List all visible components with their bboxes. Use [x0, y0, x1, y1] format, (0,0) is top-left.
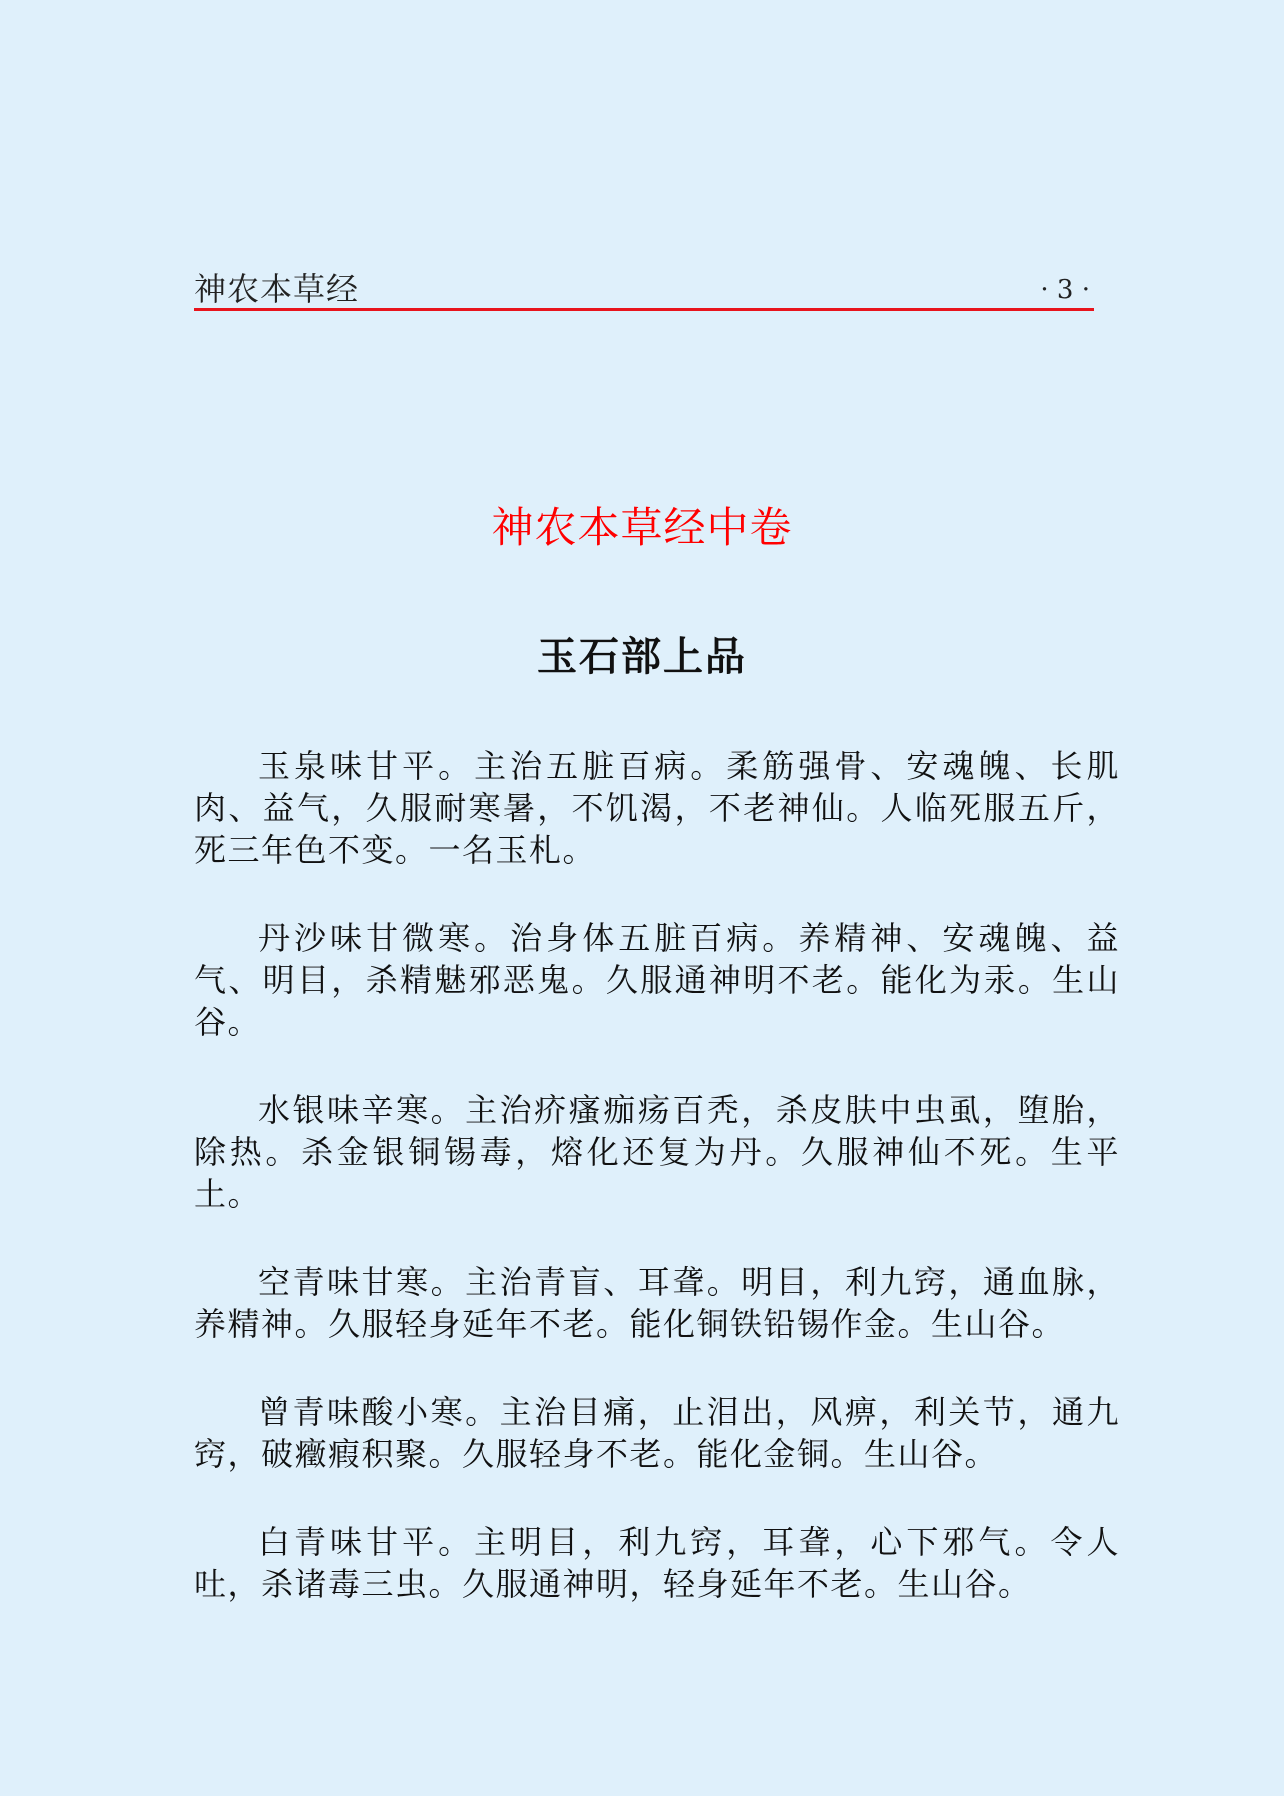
section-title: 玉石部上品: [537, 634, 747, 680]
running-header-title: 神农本草经: [194, 270, 360, 308]
entry-baiqing: 白青味甘平。主明目，利九窍，耳聋，心下邪气。令人吐，杀诸毒三虫。久服通神明，轻身延年不老。生山谷。: [194, 1523, 1120, 1603]
page-number: · 3 ·: [1040, 275, 1090, 305]
entry-yuquan: 玉泉味甘平。主治五脏百病。柔筋强骨、安魂魄、长肌肉、益气，久服耐寒暑，不饥渴，不老神仙。人临死服五斤，死三年色不变。一名玉札。: [194, 747, 1120, 869]
entry-shuiyin: 水银味辛寒。主治疥瘙痂疡百秃，杀皮肤中虫虱，堕胎，除热。杀金银铜锡毒，熔化还复为丹。久服神仙不死。生平土。: [194, 1091, 1120, 1213]
body-text: [194, 745, 1120, 1651]
entry-kongqing: 空青味甘寒。主治青盲、耳聋。明目，利九窍，通血脉，养精神。久服轻身延年不老。能化铜铁铅锡作金。生山谷。: [194, 1263, 1120, 1343]
entry-dansha: 丹沙味甘微寒。治身体五脏百病。养精神、安魂魄、益气、明目，杀精魅邪恶鬼。久服通神明不老。能化为汞。生山谷。: [194, 919, 1120, 1041]
running-header: [194, 268, 1094, 311]
entry-cengqing: 曾青味酸小寒。主治目痛，止泪出，风痹，利关节，通九窍，破癥瘕积聚。久服轻身不老。能化金铜。生山谷。: [194, 1393, 1120, 1473]
volume-title: 神农本草经中卷: [491, 503, 793, 552]
